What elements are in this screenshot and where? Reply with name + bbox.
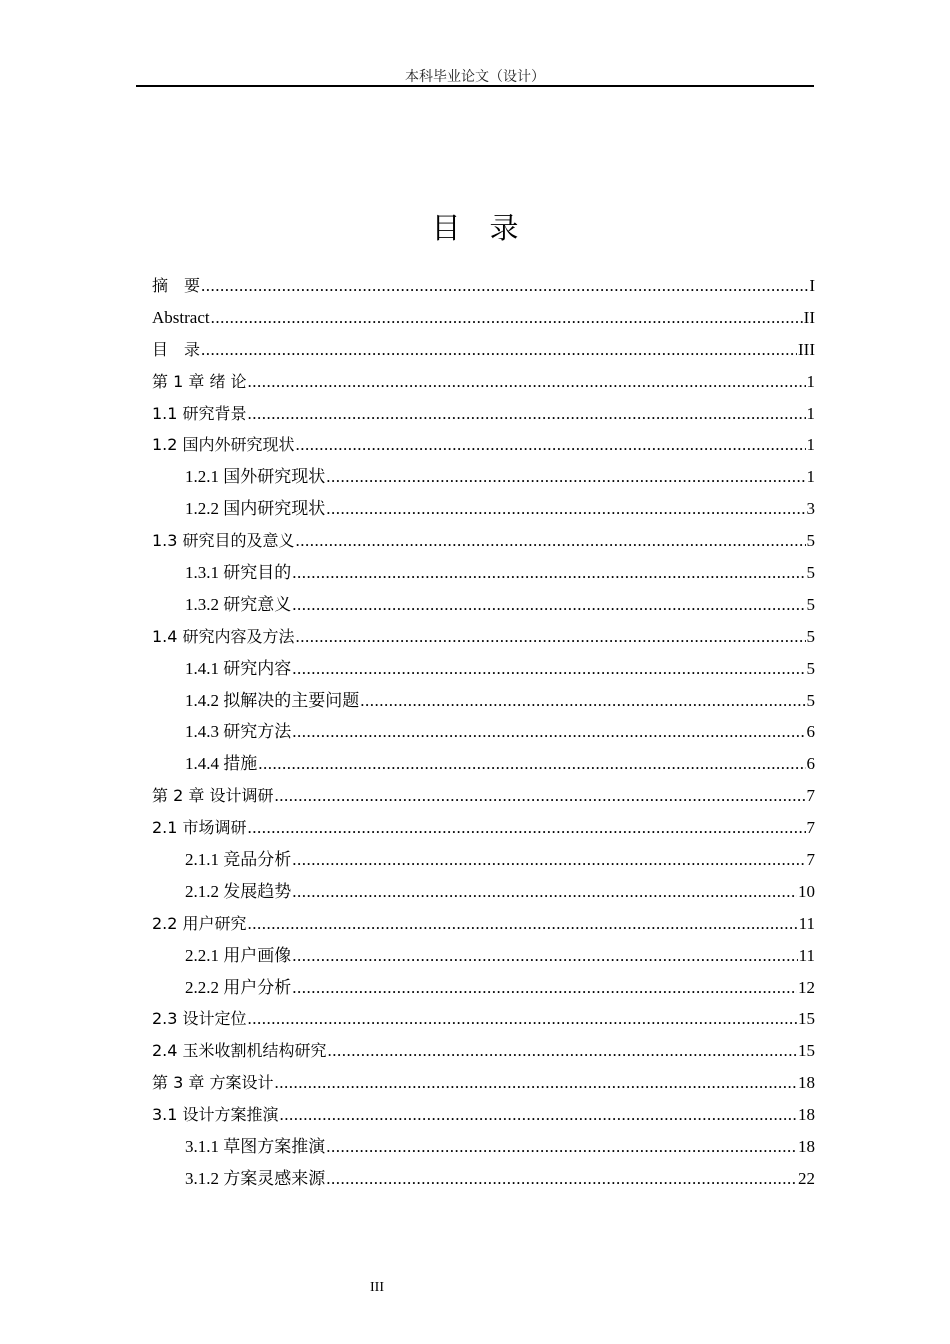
dot-leader: [274, 780, 805, 812]
toc-entry[interactable]: [152, 589, 815, 621]
toc-entry[interactable]: [152, 525, 815, 557]
toc-entry-label: 1.4 研究内容及方法: [152, 626, 295, 646]
header-rule: [136, 85, 814, 87]
toc-entry-page: I: [809, 276, 815, 295]
dot-leader: [201, 334, 797, 366]
toc-entry-label: 2.2.1 用户画像: [185, 945, 292, 965]
toc-entry-label: 1.2.1 国外研究现状: [185, 467, 326, 487]
toc-entry-page: 5: [806, 658, 815, 678]
toc-entry[interactable]: [152, 716, 815, 748]
toc-entry-page: 1: [806, 403, 815, 423]
toc-entry-label: 3.1.2 方案灵感来源: [185, 1168, 326, 1188]
dot-leader: [248, 398, 806, 430]
toc-entry[interactable]: [152, 366, 815, 398]
toc-entry-label: 目 录: [152, 339, 201, 359]
toc-entry[interactable]: [152, 493, 815, 525]
toc-entry-page: 7: [806, 850, 815, 870]
toc-entry-page: 6: [806, 754, 815, 774]
table-of-contents: [152, 270, 815, 1195]
toc-entry[interactable]: [152, 812, 815, 844]
toc-entry-label: 第 1 章 绪 论: [152, 371, 247, 391]
dot-leader: [292, 844, 805, 876]
toc-entry[interactable]: [152, 940, 815, 972]
toc-entry-label: 3.1 设计方案推演: [152, 1105, 279, 1125]
toc-entry-page: 5: [806, 531, 815, 551]
toc-entry-page: 5: [806, 626, 815, 646]
dot-leader: [292, 940, 797, 972]
toc-entry-label: 1.4.1 研究内容: [185, 658, 292, 678]
dot-leader: [326, 461, 805, 493]
toc-entry-page: 15: [798, 1009, 815, 1029]
toc-entry-page: 5: [806, 690, 815, 710]
dot-leader: [326, 1131, 797, 1163]
toc-entry-label: 第 3 章 方案设计: [152, 1073, 274, 1093]
toc-entry[interactable]: [152, 1131, 815, 1163]
dot-leader: [326, 493, 805, 525]
dot-leader: [296, 429, 806, 461]
dot-leader: [248, 366, 806, 398]
toc-entry-label: 1.3 研究目的及意义: [152, 531, 295, 551]
dot-leader: [248, 812, 806, 844]
toc-entry-page: 12: [798, 977, 815, 997]
toc-entry[interactable]: [152, 621, 815, 653]
toc-entry-page: 18: [798, 1105, 815, 1125]
toc-entry-label: 2.1.2 发展趋势: [185, 881, 292, 901]
toc-entry[interactable]: [152, 334, 815, 366]
toc-entry[interactable]: [152, 429, 815, 461]
toc-entry-label: 1.3.2 研究意义: [185, 594, 292, 614]
dot-leader: [292, 716, 805, 748]
toc-entry[interactable]: [152, 844, 815, 876]
toc-entry[interactable]: [152, 1099, 815, 1131]
toc-entry[interactable]: [152, 685, 815, 717]
toc-entry[interactable]: [152, 972, 815, 1004]
toc-entry[interactable]: [152, 876, 815, 908]
dot-leader: [296, 525, 806, 557]
dot-leader: [326, 1163, 797, 1195]
dot-leader: [274, 1067, 797, 1099]
toc-entry-page: 18: [798, 1073, 815, 1093]
toc-entry-page: 11: [798, 913, 815, 933]
toc-entry-page: III: [798, 339, 815, 359]
toc-entry-label: 2.1.1 竞品分析: [185, 850, 292, 870]
toc-entry-label: 1.4.4 措施: [185, 754, 258, 774]
toc-entry-page: 7: [806, 818, 815, 838]
toc-entry-label: 2.3 设计定位: [152, 1009, 247, 1029]
toc-entry-label: 1.2.2 国内研究现状: [185, 499, 326, 519]
toc-entry-page: 1: [806, 371, 815, 391]
toc-entry-label: 1.4.3 研究方法: [185, 722, 292, 742]
dot-leader: [258, 748, 805, 780]
toc-entry[interactable]: [152, 398, 815, 430]
toc-entry[interactable]: [152, 1003, 815, 1035]
toc-entry-page: 5: [806, 594, 815, 614]
toc-entry[interactable]: [152, 653, 815, 685]
dot-leader: [248, 908, 798, 940]
toc-entry-page: 18: [798, 1137, 815, 1157]
dot-leader: [280, 1099, 797, 1131]
toc-entry-page: II: [803, 307, 815, 327]
toc-entry-page: 1: [806, 467, 815, 487]
toc-entry[interactable]: [152, 302, 815, 334]
toc-entry-label: 第 2 章 设计调研: [152, 786, 274, 806]
toc-entry[interactable]: [152, 1035, 815, 1067]
dot-leader: [292, 557, 805, 589]
toc-entry[interactable]: [152, 908, 815, 940]
toc-entry-label: 1.1 研究背景: [152, 403, 247, 423]
dot-leader: [328, 1035, 797, 1067]
toc-entry-label: 2.1 市场调研: [152, 818, 247, 838]
page-title: 目 录: [431, 211, 519, 245]
page-number: III: [370, 1280, 384, 1295]
dot-leader: [292, 876, 797, 908]
dot-leader: [201, 270, 808, 302]
toc-entry-page: 7: [806, 786, 815, 806]
toc-entry-page: 10: [798, 881, 815, 901]
dot-leader: [248, 1003, 797, 1035]
toc-entry-page: 22: [798, 1168, 815, 1188]
toc-entry-page: 3: [806, 499, 815, 519]
toc-entry[interactable]: [152, 1067, 815, 1099]
toc-entry[interactable]: [152, 270, 815, 302]
toc-entry[interactable]: [152, 780, 815, 812]
toc-entry-label: 摘 要: [152, 276, 201, 295]
toc-entry[interactable]: [152, 557, 815, 589]
dot-leader: [360, 685, 805, 717]
toc-entry-label: Abstract: [152, 307, 210, 327]
dot-leader: [296, 621, 806, 653]
dot-leader: [292, 653, 805, 685]
dot-leader: [292, 589, 805, 621]
page-header: 本科毕业论文（设计）: [405, 70, 545, 85]
toc-entry-page: 11: [798, 945, 815, 965]
toc-entry-label: 1.2 国内外研究现状: [152, 435, 295, 455]
toc-entry[interactable]: [152, 748, 815, 780]
dot-leader: [292, 972, 797, 1004]
toc-entry-page: 15: [798, 1041, 815, 1061]
toc-entry[interactable]: [152, 1163, 815, 1195]
dot-leader: [211, 302, 803, 334]
toc-entry[interactable]: [152, 461, 815, 493]
toc-entry-label: 1.3.1 研究目的: [185, 563, 292, 583]
toc-entry-page: 6: [806, 722, 815, 742]
toc-entry-label: 2.2.2 用户分析: [185, 977, 292, 997]
toc-entry-page: 5: [806, 563, 815, 583]
toc-entry-label: 2.2 用户研究: [152, 913, 247, 933]
toc-entry-label: 3.1.1 草图方案推演: [185, 1137, 326, 1157]
toc-entry-page: 1: [806, 435, 815, 455]
toc-entry-label: 2.4 玉米收割机结构研究: [152, 1041, 327, 1061]
toc-entry-label: 1.4.2 拟解决的主要问题: [185, 690, 360, 710]
